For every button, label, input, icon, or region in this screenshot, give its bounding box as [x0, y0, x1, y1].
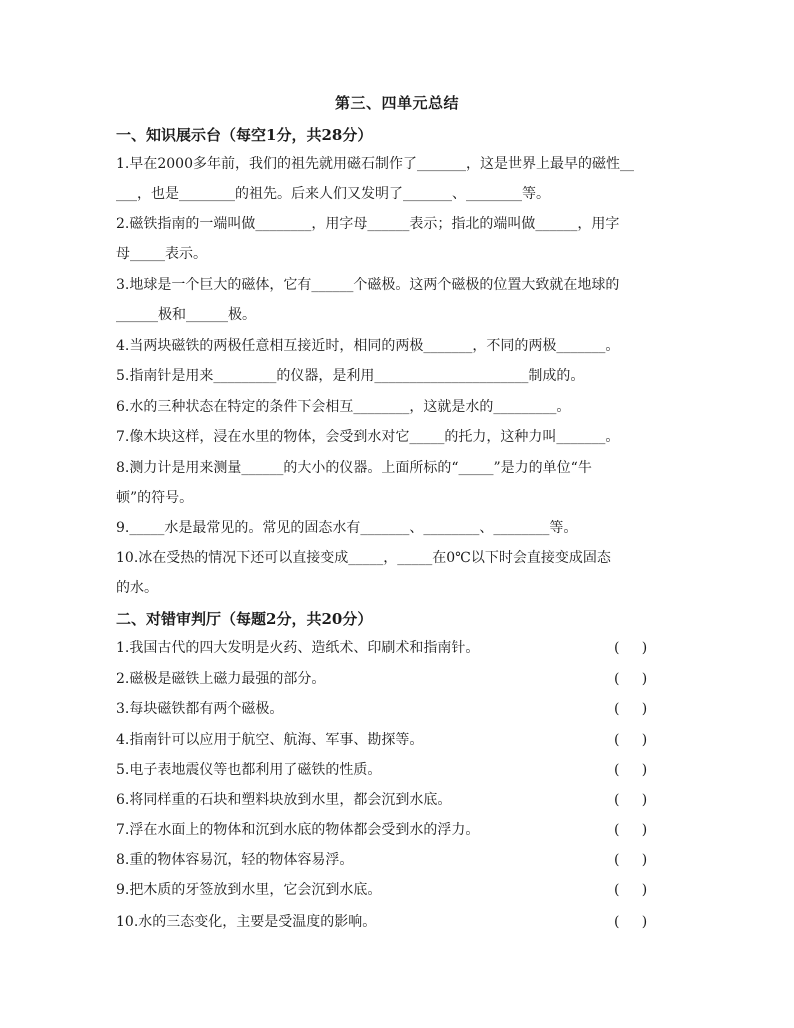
answer-parentheses[interactable]: ( ) [614, 701, 648, 717]
judgment-item: 7.浮在水面上的物体和沉到水底的物体都会受到水的浮力。 [116, 822, 480, 838]
question-line: 6.水的三种状态在特定的条件下会相互________，这就是水的_________。 [116, 399, 571, 415]
judgment-item: 1.我国古代的四大发明是火药、造纸术、印刷术和指南针。 [116, 640, 480, 656]
question-line: 2.磁铁指南的一端叫做________，用字母______表示；指北的端叫做______，用字 [116, 216, 620, 232]
question-line: 5.指南针是用来_________的仪器，是利用______________________制成的。 [116, 368, 585, 384]
judgment-item: 8.重的物体容易沉，轻的物体容易浮。 [116, 852, 354, 868]
judgment-item: 10.水的三态变化，主要是受温度的影响。 [116, 914, 377, 930]
section-heading-true-false: 二、对错审判厅（每题2分，共20分） [116, 610, 373, 628]
answer-parentheses[interactable]: ( ) [614, 671, 648, 687]
question-line: 1.早在2000多年前，我们的祖先就用磁石制作了_______，这是世界上最早的磁性__ [116, 156, 634, 172]
answer-parentheses[interactable]: ( ) [614, 852, 648, 868]
question-line: 的水。 [116, 580, 158, 596]
question-line: 4.当两块磁铁的两极任意相互接近时，相同的两极_______，不同的两极_______。 [116, 338, 620, 354]
question-line: 8.测力计是用来测量______的大小的仪器。上面所标的“_____”是力的单位“牛 [116, 460, 592, 476]
answer-parentheses[interactable]: ( ) [614, 822, 648, 838]
page-title: 第三、四单元总结 [334, 94, 459, 112]
section-heading-knowledge: 一、知识展示台（每空1分，共28分） [116, 126, 373, 144]
judgment-item: 6.将同样重的石块和塑料块放到水里，都会沉到水底。 [116, 792, 452, 808]
question-line: 3.地球是一个巨大的磁体，它有______个磁极。这两个磁极的位置大致就在地球的 [116, 277, 620, 293]
judgment-item: 3.每块磁铁都有两个磁极。 [116, 701, 284, 717]
answer-parentheses[interactable]: ( ) [614, 882, 648, 898]
question-line: ___，也是________的祖先。后来人们又发明了_______、________等。 [116, 186, 550, 202]
question-line: 9._____水是最常见的。常见的固态水有_______、________、________等。 [116, 520, 578, 536]
question-line: 顿”的符号。 [116, 490, 194, 506]
question-line: 7.像木块这样，浸在水里的物体，会受到水对它_____的托力，这种力叫_______。 [116, 429, 620, 445]
judgment-item: 2.磁极是磁铁上磁力最强的部分。 [116, 671, 326, 687]
question-line: 10.冰在受热的情况下还可以直接变成_____，_____在0℃以下时会直接变成固态 [116, 550, 611, 566]
answer-parentheses[interactable]: ( ) [614, 792, 648, 808]
question-line: ______极和______极。 [116, 307, 256, 323]
judgment-item: 9.把木质的牙签放到水里，它会沉到水底。 [116, 882, 382, 898]
answer-parentheses[interactable]: ( ) [614, 732, 648, 748]
answer-parentheses[interactable]: ( ) [614, 914, 648, 930]
judgment-item: 4.指南针可以应用于航空、航海、军事、勘探等。 [116, 732, 424, 748]
answer-parentheses[interactable]: ( ) [614, 762, 648, 778]
answer-parentheses[interactable]: ( ) [614, 640, 648, 656]
judgment-item: 5.电子表地震仪等也都利用了磁铁的性质。 [116, 762, 382, 778]
question-line: 母_____表示。 [116, 246, 207, 262]
